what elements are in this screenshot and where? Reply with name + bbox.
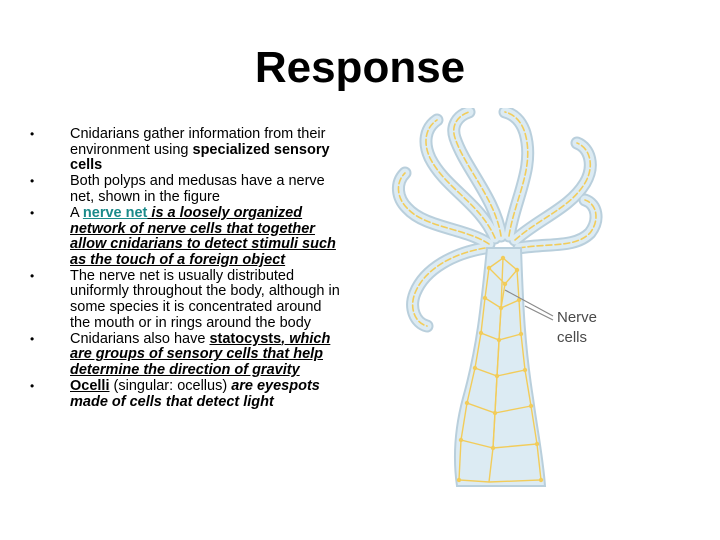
bullet-text: Cnidarians gather information from their environment using specialized sensory cells [70,126,330,174]
bullet-dot-icon: • [30,379,35,393]
bullet-dot-icon: • [30,174,35,189]
bullet-item [30,267,345,331]
bullet-item [30,330,345,379]
bullet-item [30,173,345,205]
bullet-dot-icon: • [30,127,35,141]
bullet-dot-icon: • [30,205,35,220]
ocelli-term: Ocelli [70,378,110,394]
bullet-text: Both polyps and medusas have a nerve net, shown in the figure [70,173,325,205]
hydra-nerve-net-figure [385,108,715,488]
bullet-dot-icon: • [30,331,35,346]
bullet-text: Cnidarians also have statocysts, which are groups of sensory cells that help determine the direction of gravity [70,330,331,378]
nerve-cells-label: Nerve cells [557,309,598,346]
bullet-item [30,126,345,174]
bullet-text: Ocelli (singular: ocellus) are eyespots made of cells that detect light [70,378,320,410]
bullet-item [30,378,345,410]
hydra-illustration [385,108,715,488]
hydra-body [455,248,545,486]
nerve-net-link[interactable]: nerve net [82,204,148,221]
statocysts-term: statocysts [209,330,282,347]
bullet-item [30,204,345,268]
bullet-list [30,126,345,411]
bullet-dot-icon: • [30,268,35,283]
bullet-text: The nerve net is usually distributed uniformly throughout the body, although in some species it is concentrated around the mouth or in rings around the body [70,267,340,331]
bullet-text: A nerve net is a loosely organized network of nerve cells that together allow cnidarians to detect stimuli such as the touch of a foreign object [70,204,336,268]
slide-title: Response [254,43,466,92]
